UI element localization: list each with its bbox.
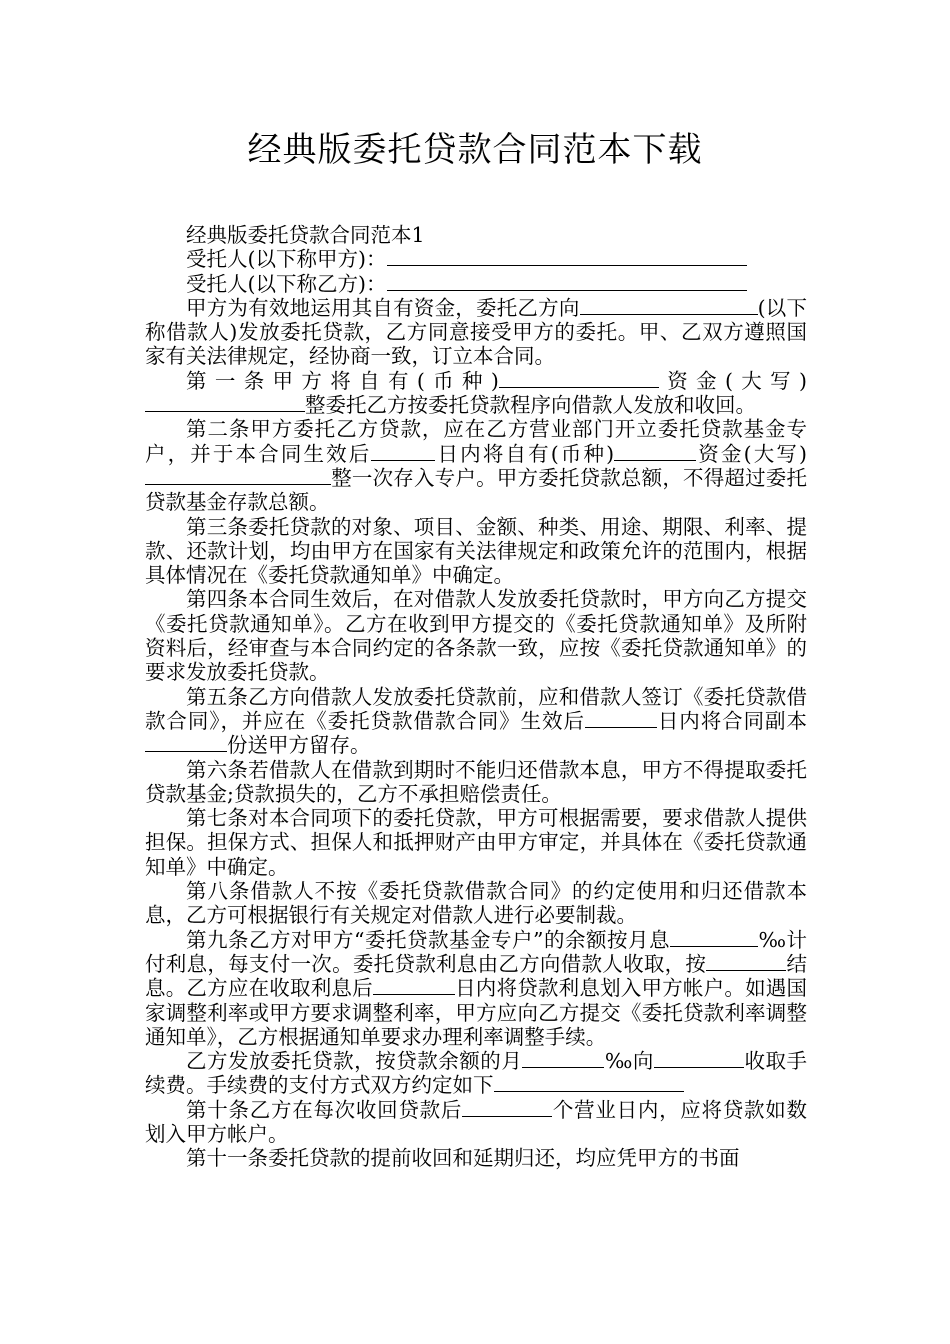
paragraph-text: 经典版委托贷款合同范本1 (186, 223, 425, 247)
document-body (145, 223, 807, 1171)
paragraph-text: 第五条乙方向借款人发放委托贷款前，应和借款人签订《委托贷款借款合同》，并应在《委托贷款借款合同》生效后 (145, 684, 807, 733)
paragraph-text: 整一次存入专户。甲方委托贷款总额，不得超过委托贷款基金存款总额。 (145, 465, 807, 515)
paragraph-text: 日内将自有(币种) (435, 441, 615, 466)
fill-in-blank (494, 1073, 684, 1092)
paragraph-text: 整委托乙方按委托贷款程序向借款人发放和收回。 (305, 393, 756, 418)
paragraph-text: 第九条乙方对甲方“委托贷款基金专户”的余额按月息 (186, 927, 670, 952)
fill-in-blank (387, 272, 747, 291)
paragraph-text: 个营业日内，应将贷款如数划入甲方帐户。 (145, 1097, 808, 1146)
paragraph (145, 1098, 807, 1147)
paragraph-text: 资金(大写) (696, 441, 808, 466)
paragraph (145, 685, 807, 758)
document-title: 经典版委托贷款合同范本下载 (247, 130, 703, 170)
fill-in-blank (706, 952, 786, 971)
paragraph-text: ‰向 (604, 1049, 654, 1074)
paragraph-text: 第六条若借款人在借款到期时不能归还借款本息，甲方不得提取委托贷款基金;贷款损失的，乙方不承担赔偿责任。 (145, 757, 807, 806)
paragraph-text: 受托人(以下称甲方)： (186, 247, 387, 272)
fill-in-blank (373, 976, 455, 995)
fill-in-blank (462, 1098, 552, 1117)
paragraph-text: 第四条本合同生效后，在对借款人发放委托贷款时，甲方向乙方提交《委托贷款通知单》。乙方在收到甲方提交的《委托贷款通知单》及所附资料后，经审查与本合同约定的各条款一致，应按《委托贷款通知单》的要求发放委托贷款。 (145, 587, 807, 685)
paragraph (145, 369, 807, 418)
paragraph (145, 1049, 807, 1098)
paragraph-text: 结息。乙方应在收取利息后 (145, 951, 808, 1001)
paragraph-text: 收取手续费。手续费的支付方式双方约定如下 (145, 1049, 808, 1098)
paragraph (145, 1146, 807, 1170)
paragraph-text: 受托人(以下称乙方)： (186, 271, 387, 296)
paragraph (145, 587, 807, 684)
fill-in-blank (670, 928, 758, 947)
paragraph-text: 第十一条委托贷款的提前收回和延期归还，均应凭甲方的书面 (186, 1146, 740, 1171)
paragraph-text: 日内将合同副本 (656, 708, 807, 733)
paragraph-text: 第七条对本合同项下的委托贷款，甲方可根据需要，要求借款人提供担保。担保方式、担保人和抵押财产由甲方审定，并具体在《委托贷款通知单》中确定。 (145, 806, 807, 879)
paragraph-text: ‰计付利息，每支付一次。委托贷款利息由乙方向借款人收取，按 (145, 927, 807, 976)
paragraph-text: 乙方发放委托贷款，按贷款余额的月 (186, 1049, 523, 1074)
paragraph (145, 417, 807, 514)
paragraph-text: 日内将贷款利息划入甲方帐户。如遇国家调整利率或甲方要求调整利率，甲方应向乙方提交《委托贷款利率调整通知单》，乙方根据通知单要求办理利率调整手续。 (145, 976, 808, 1049)
paragraph-text: 甲方为有效地运用其自有资金，委托乙方向 (186, 295, 580, 320)
fill-in-blank (387, 247, 747, 266)
paragraph-text: 份送甲方留存。 (227, 733, 371, 758)
fill-in-blank (145, 466, 331, 485)
paragraph (145, 272, 807, 296)
paragraph-text: 第二条甲方委托乙方贷款，应在乙方营业部门开立委托贷款基金专户，并于本合同生效后 (145, 417, 807, 466)
paragraph-text: 第十条乙方在每次收回贷款后 (186, 1097, 463, 1122)
fill-in-blank (145, 733, 227, 752)
paragraph (145, 879, 807, 928)
paragraph (145, 806, 807, 879)
fill-in-blank (499, 369, 659, 388)
paragraph-text: (以下称借款人)发放委托贷款，乙方同意接受甲方的委托。甲、乙双方遵照国家有关法律规定，经协商一致，订立本合同。 (145, 295, 808, 369)
fill-in-blank (585, 709, 657, 728)
paragraph (145, 758, 807, 807)
paragraph (145, 515, 807, 588)
paragraph-text: 第八条借款人不按《委托贷款借款合同》的约定使用和归还借款本息，乙方可根据银行有关规定对借款人进行必要制裁。 (145, 879, 807, 928)
paragraph-text: 资金(大写) (658, 368, 808, 393)
fill-in-blank (654, 1049, 744, 1068)
fill-in-blank (580, 296, 758, 315)
fill-in-blank (145, 393, 305, 412)
paragraph-text: 第一条甲方将自有(币种) (186, 368, 499, 393)
paragraph (145, 928, 807, 1049)
fill-in-blank (371, 442, 435, 461)
fill-in-blank (522, 1049, 604, 1068)
fill-in-blank (614, 442, 696, 461)
paragraph (145, 223, 807, 247)
paragraph-text: 第三条委托贷款的对象、项目、金额、种类、用途、期限、利率、提款、还款计划，均由甲方在国家有关法律规定和政策允许的范围内，根据具体情况在《委托贷款通知单》中确定。 (145, 514, 807, 588)
paragraph (145, 247, 807, 271)
paragraph (145, 296, 807, 369)
